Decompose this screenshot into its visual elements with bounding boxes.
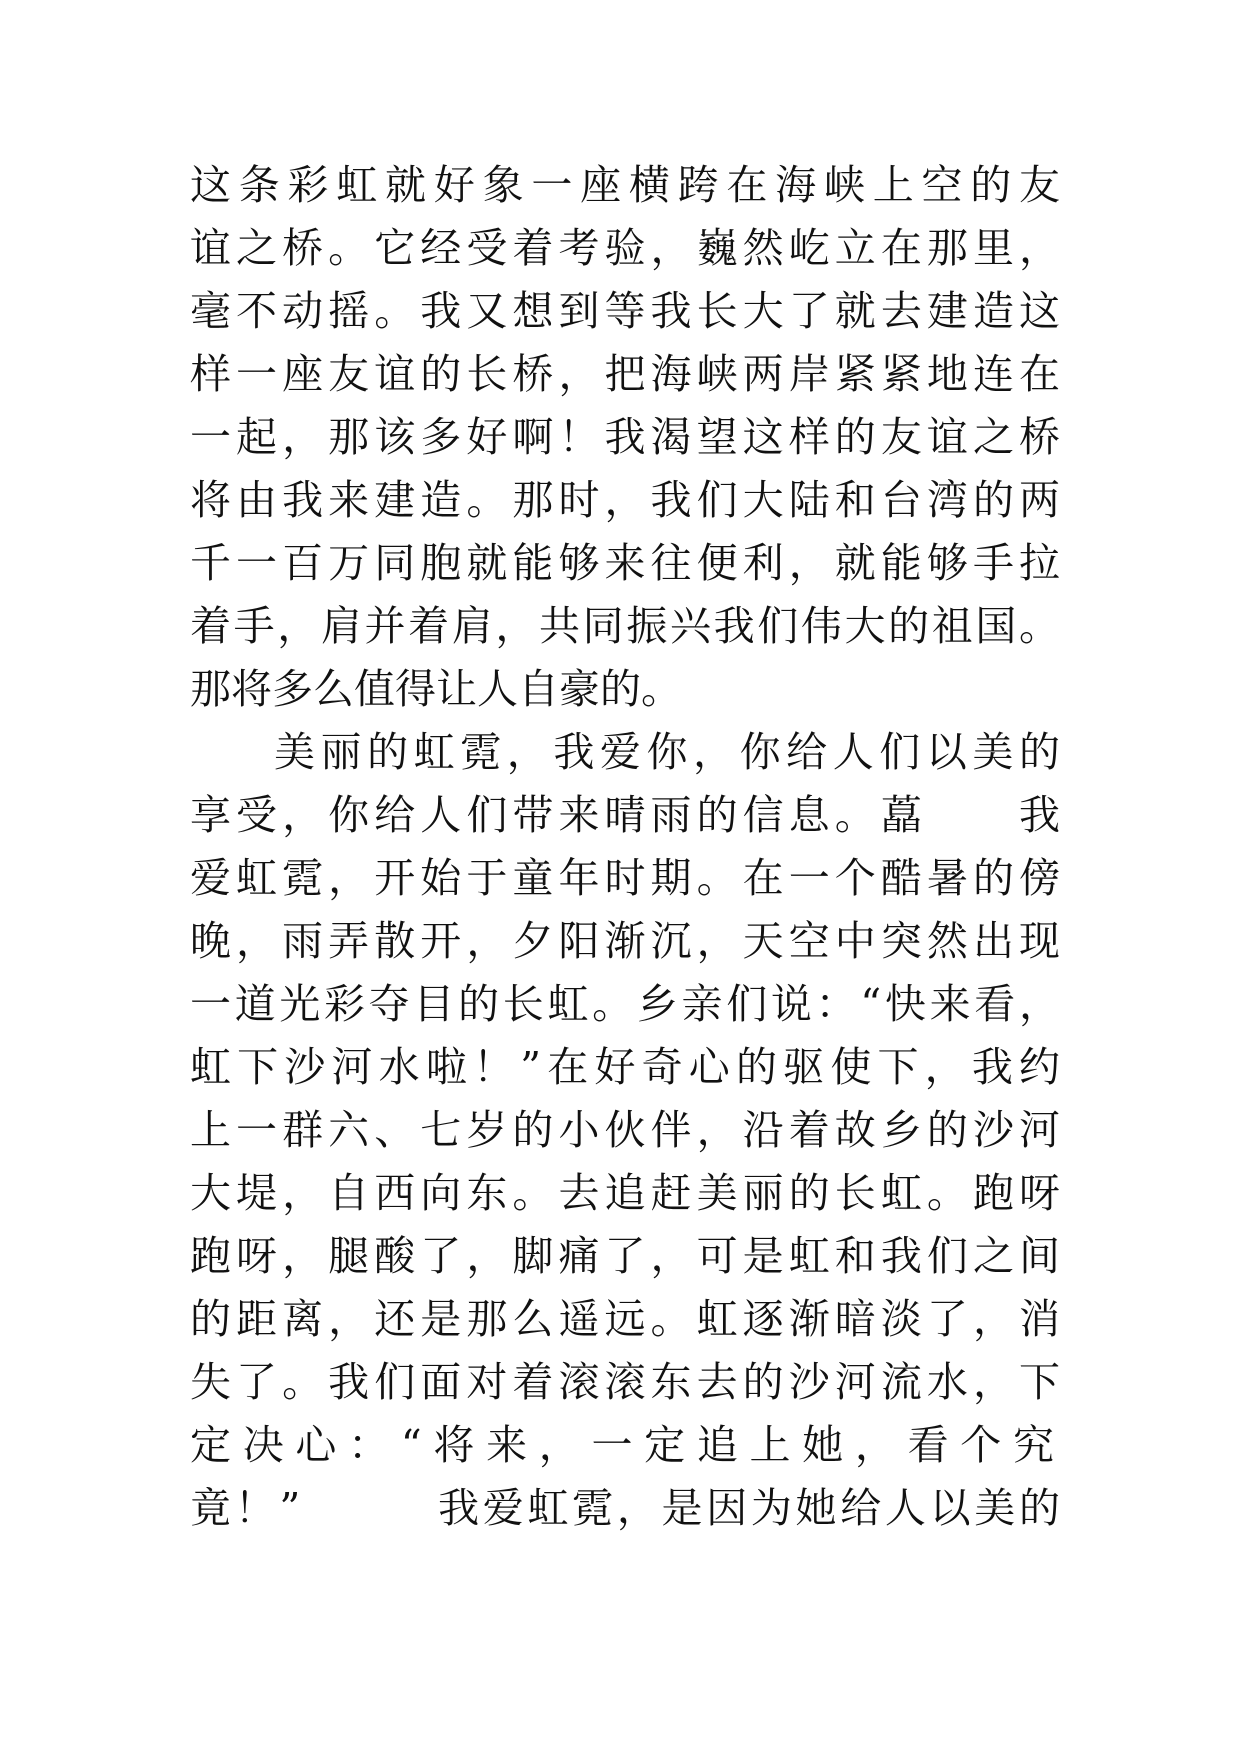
body-text <box>190 154 1060 1540</box>
text-line: 享受，你给人们带来晴雨的信息。藠 我 <box>190 791 1060 839</box>
text-line: 跑呀，腿酸了，脚痛了，可是虹和我们之间 <box>190 1232 1060 1280</box>
text-line: 上一群六、七岁的小伙伴，沿着故乡的沙河 <box>190 1106 1060 1154</box>
text-line: 着手，肩并着肩，共同振兴我们伟大的祖国。 <box>190 602 1060 650</box>
text-line: 样一座友谊的长桥，把海峡两岸紧紧地连在 <box>190 350 1060 398</box>
text-line: 将由我来建造。那时，我们大陆和台湾的两 <box>190 476 1060 524</box>
text-line: 一道光彩夺目的长虹。乡亲们说：“快来看， <box>190 980 1060 1028</box>
text-line: 谊之桥。它经受着考验，巍然屹立在那里， <box>190 224 1060 272</box>
text-line: 爱虹霓，开始于童年时期。在一个酷暑的傍 <box>190 854 1060 902</box>
text-line: 虹下沙河水啦！”在好奇心的驱使下，我约 <box>190 1043 1060 1091</box>
text-line: 大堤，自西向东。去追赶美丽的长虹。跑呀 <box>190 1169 1060 1217</box>
text-line: 的距离，还是那么遥远。虹逐渐暗淡了，消 <box>190 1295 1060 1343</box>
text-line: 晚，雨弄散开，夕阳渐沉，天空中突然出现 <box>190 917 1060 965</box>
text-line: 一起，那该多好啊！我渴望这样的友谊之桥 <box>190 413 1060 461</box>
text-line: 千一百万同胞就能够来往便利，就能够手拉 <box>190 539 1060 587</box>
text-line: 失了。我们面对着滚滚东去的沙河流水，下 <box>190 1358 1060 1406</box>
paragraph-end-line: 那将多么值得让人自豪的。 <box>190 665 682 713</box>
text-line: 定决心：“将来，一定追上她，看个究 <box>190 1421 1060 1469</box>
text-line: 竟！” 我爱虹霓，是因为她给人以美的 <box>190 1484 1060 1532</box>
text-line: 这条彩虹就好象一座横跨在海峡上空的友 <box>190 161 1060 209</box>
text-line: 毫不动摇。我又想到等我长大了就去建造这 <box>190 287 1060 335</box>
paragraph-start-line: 美丽的虹霓，我爱你，你给人们以美的 <box>274 728 1060 776</box>
